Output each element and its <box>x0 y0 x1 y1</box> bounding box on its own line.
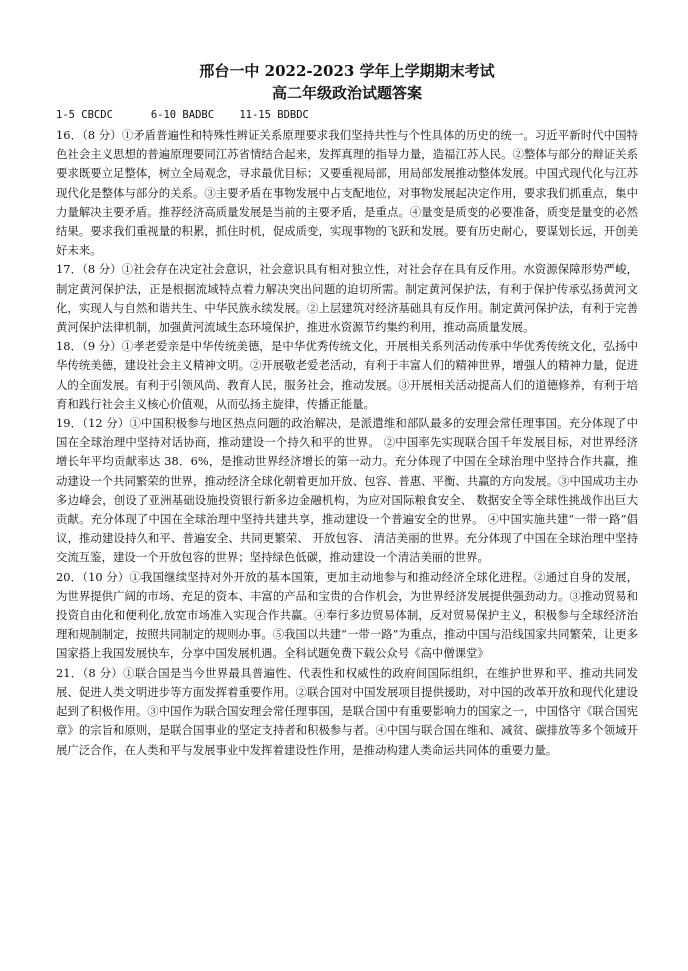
question-16-answer: 16．（8 分）①矛盾普遍性和特殊性辨证关系原理要求我们坚持共性与个性具体的历史的统一。习近平新时代中国特色社会主义思想的普遍原理要同江苏省情结合起来，发挥真理的指导力量，造福江苏人民。②整体与部分的辩证关系要求既要立足整体，树立全局观念，寻求最优目标；又要重视局部，用局部发展推动整体发展。中国式现代化与江苏现代化是整体与部分的关系。③主要矛盾在事物发展中占支配地位，对事物发展起决定作用，要求我们抓重点，集中力量解决主要矛盾。推荐经济高质量发展是当前的主要矛盾，是重点。④量变是质变的必要准备，质变是量变的必然结果。要求我们重视量的积累，抓住时机，促成质变，实现事物的飞跃和发展。要有历史耐心，要谋划长远，开创美好未来。 <box>56 128 638 258</box>
question-19-answer: 19．（12 分）①中国积极参与地区热点问题的政治解决，是派遣维和部队最多的安理会常任理事国。充分体现了中国在全球治理中坚持对话协商，推动建设一个持久和平的世界。 ②中国率先实现联合国千年发展目标，对世界经济增长年平均贡献率达 38．6%，是推动世界经济增长的第一动力。充分体现了中国在全球治理中坚持合作共赢，推动建设一个共同繁荣的世界，推动经济全球化朝着更加开放、包容、普惠、平衡、共赢的方向发展。③中国成功主办多边峰会，创设了亚洲基础设施投资银行新多边金融机构，为应对国际粮食安全、 数据安全等全球性挑战作出巨大贡献。充分体现了中国在全球治理中坚持共建共享，推动建设一个普遍安全的世界。 ④中国实施共建“一带一路”倡议，推动建设持久和平、普遍安全、共同更繁荣、 开放包容、 清洁美丽的世界。充分体现了中国在全球治理中坚持交流互鉴，建设一个开放包容的世界；坚持绿色低碳，推动建设一个清洁美丽的世界。 <box>56 416 638 565</box>
question-21-answer: 21．（8 分）①联合国是当今世界最具普遍性、代表性和权威性的政府间国际组织，在维护世界和平、推动共同发展、促进人类文明进步等方面发挥着重要作用。②联合国对中国发展项目提供援助，对中国的改革开放和现代化建设起到了积极作用。③中国作为联合国安理会常任理事国，是联合国中有重要影响力的国家之一，中国恪守《联合国宪章》的宗旨和原则，是联合国事业的坚定支持者和积极参与者。④中国与联合国在维和、减贫、碳排放等多个领域开展广泛合作，在人类和平与发展事业中发挥着建设性作用，是推动构建人类命运共同体的重要力量。 <box>56 665 638 757</box>
answer-sheet <box>56 60 638 760</box>
question-17-answer: 17．（8 分）①社会存在决定社会意识，社会意识具有相对独立性，对社会存在具有反作用。水资源保障形势严峻，制定黄河保护法，正是根据流域特点着力解决突出问题的迫切所需。制定黄河保护法，有利于保护传承弘扬黄河文化，实现人与自然和谐共生、中华民族永续发展。②上层建筑对经济基础具有反作用。制定黄河保护法，有利于完善黄河保护法律机制，加强黄河流域生态环境保护，推进水资源节约集约利用，推动高质量发展。 <box>56 262 638 335</box>
question-18-answer: 18．（9 分）①孝老爱亲是中华传统美德，是中华优秀传统文化，开展相关系列活动传承中华优秀传统文化，弘扬中华传统美德，建设社会主义精神文明。②开展敬老爱老活动，有利于丰富人们的精神世界，增强人的精神力量，促进人的全面发展。有利于引领风尚、教育人民，服务社会，推动发展。③开展相关活动提高人们的道德修养，有利于培育和践行社会主义核心价值观，从而弘扬主旋律，传播正能量。 <box>56 339 638 411</box>
question-20-answer: 20．（10 分）①我国继续坚持对外开放的基本国策，更加主动地参与和推动经济全球化进程。②通过自身的发展，为世界提供广阔的市场、充足的资本、丰富的产品和宝贵的合作机会，为世界经济发展提供强劲动力。③推动贸易和投资自由化和便利化,放宽市场准入实现合作共赢。④奉行多边贸易体制，反对贸易保护主义，积极参与全球经济治理和规制制定，按照共同制定的规则办事。⑤我国以共建“一带一路”为重点，推动中国与沿线国家共同繁荣，让更多国家搭上我国发展快车，分享中国发展机遇。全科试题免费下载公众号《高中僧课堂》 <box>56 569 638 661</box>
document-subtitle: 高二年级政治试题答案 <box>271 84 422 102</box>
document-title: 邢台一中 2022-2023 学年上学期期末考试 <box>199 62 495 80</box>
choice-answers: 1-5 CBCDC 6-10 BADBC 11-15 BDBDC <box>56 109 309 121</box>
